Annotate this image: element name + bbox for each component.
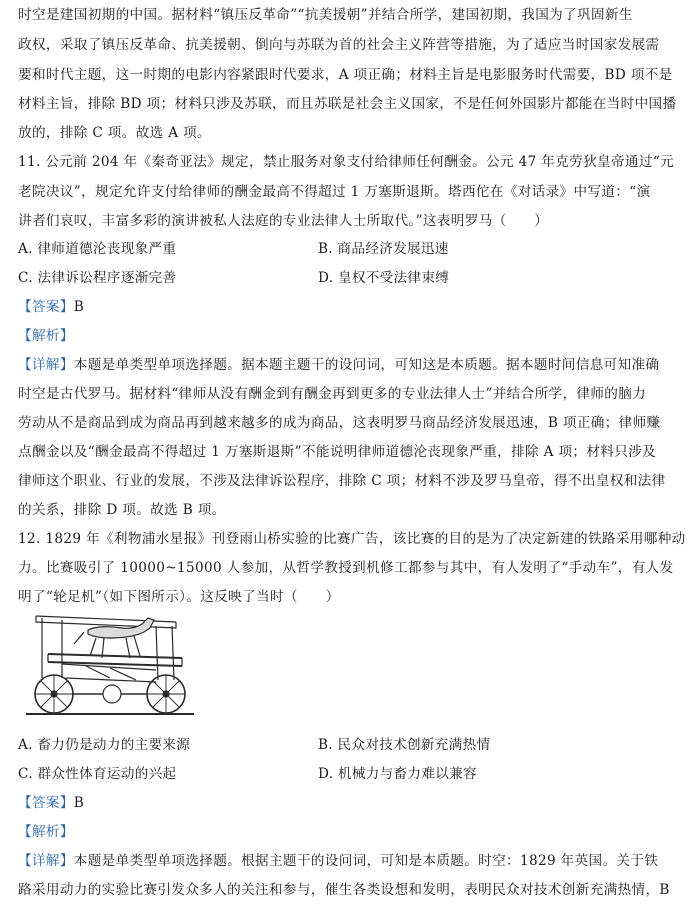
answer-value: B <box>73 299 85 315</box>
analysis-tag: 【解析】 <box>18 328 74 344</box>
prev-explanation-line: 放的，排除 C 项。故选 A 项。 <box>18 125 211 141</box>
prev-explanation-line: 要和时代主题，这一时期的电影内容紧跟时代要求，A 项正确；材料主旨是电影服务时代需要，BD 项不是 <box>18 67 673 83</box>
detail-tag: 【详解】 <box>18 853 74 869</box>
question-12-stem: 明了“轮足机”（如下图所示）。这反映了当时（ ） <box>18 589 340 605</box>
question-11-stem: 讲者们哀叹，丰富多彩的演讲被私人法庭的专业法律人士所取代。”这表明罗马（ ） <box>18 213 549 229</box>
answer-tag: 【答案】 <box>18 795 74 811</box>
q11-detail-line: 点酬金以及“酬金最高不得超过 1 万塞斯退斯”不能说明律师道德沦丧现象严重，排除 A 项；材料只涉及 <box>18 444 657 460</box>
q11-option-d: D. 皇权不受法律束缚 <box>318 270 450 286</box>
question-11-stem: 老院决议”，规定允许支付给律师的酬金最高不得超过 1 万塞斯退斯。塔西佗在《对话录》中写道：“演 <box>18 184 651 200</box>
q11-option-c: C. 法律诉讼程序逐渐完善 <box>18 270 177 286</box>
q11-detail-line: 劳动从不是商品到成为商品再到越来越多的成为商品，这表明罗马商品经济发展迅速，B 项正确；律师赚 <box>18 415 661 431</box>
q12-option-c: C. 群众性体育运动的兴起 <box>18 766 177 782</box>
detail-tag: 【详解】 <box>18 357 74 373</box>
answer-tag: 【答案】 <box>18 299 74 315</box>
q12-option-b: B. 民众对技术创新充满热情 <box>318 737 491 753</box>
analysis-tag: 【解析】 <box>18 824 74 840</box>
answer-value: B <box>73 795 85 811</box>
q12-detail-line: 路采用动力的实验比赛引发众多人的关注和参与，催生各类设想和发明，表明民众对技术创新充满热情，B <box>18 882 670 898</box>
q11-answer <box>18 298 84 316</box>
detail-text: 本题是单类型单项选择题。据本题主题干的设问词，可知这是本质题。据本题时间信息可知准确 <box>73 357 660 373</box>
question-12-stem: 力。比赛吸引了 10000~15000 人参加，从哲学教授到机修工都参与其中，有人发明了“手动车”，有人发 <box>18 560 674 576</box>
q11-detail-line: 的关系，排除 D 项。故选 B 项。 <box>18 502 226 518</box>
q11-option-b: B. 商品经济发展迅速 <box>318 241 449 257</box>
prev-explanation-line: 时空是建国初期的中国。据材料“镇压反革命”“抗美援朝”并结合所学，建国初期，我国为了巩固新生 <box>18 7 633 23</box>
q12-answer <box>18 794 84 812</box>
q11-analysis-tag <box>18 327 74 345</box>
question-12-stem: 12. 1829 年《利物浦水星报》刊登雨山桥实验的比赛广告，该比赛的目的是为了决定新建的铁路采用哪种动 <box>18 531 686 547</box>
q12-detail-line <box>18 852 658 870</box>
q12-analysis-tag <box>18 823 74 841</box>
q11-detail-line: 律师这个职业、行业的发展，不涉及法律诉讼程序，排除 C 项；材料不涉及罗马皇帝，得不出皇权和法律 <box>18 473 666 489</box>
q11-detail-line <box>18 356 659 374</box>
question-11-stem: 11. 公元前 204 年《秦奇亚法》规定，禁止服务对象支付给律师任何酬金。公元 47 年克劳狄皇帝通过“元 <box>18 154 675 170</box>
q12-option-d: D. 机械力与畜力难以兼容 <box>318 766 477 782</box>
cycloped-illustration <box>26 608 194 720</box>
detail-text: 本题是单类型单项选择题。根据主题干的设问词，可知是本质题。时空：1829 年英国。关于铁 <box>73 853 659 869</box>
prev-explanation-line: 材料主旨，排除 BD 项；材料只涉及苏联，而且苏联是社会主义国家，不是任何外国影片都能在当时中国播 <box>18 96 677 112</box>
q11-option-a: A. 律师道德沦丧现象严重 <box>18 241 177 257</box>
q11-detail-line: 时空是古代罗马。据材料“律师从没有酬金到有酬金再到更多的专业法律人士”并结合所学，律师的脑力 <box>18 386 647 402</box>
q12-option-a: A. 畜力仍是动力的主要来源 <box>18 737 191 753</box>
prev-explanation-line: 政权，采取了镇压反革命、抗美援朝、倒向与苏联为首的社会主义阵营等措施，为了适应当时国家发展需 <box>18 37 660 53</box>
